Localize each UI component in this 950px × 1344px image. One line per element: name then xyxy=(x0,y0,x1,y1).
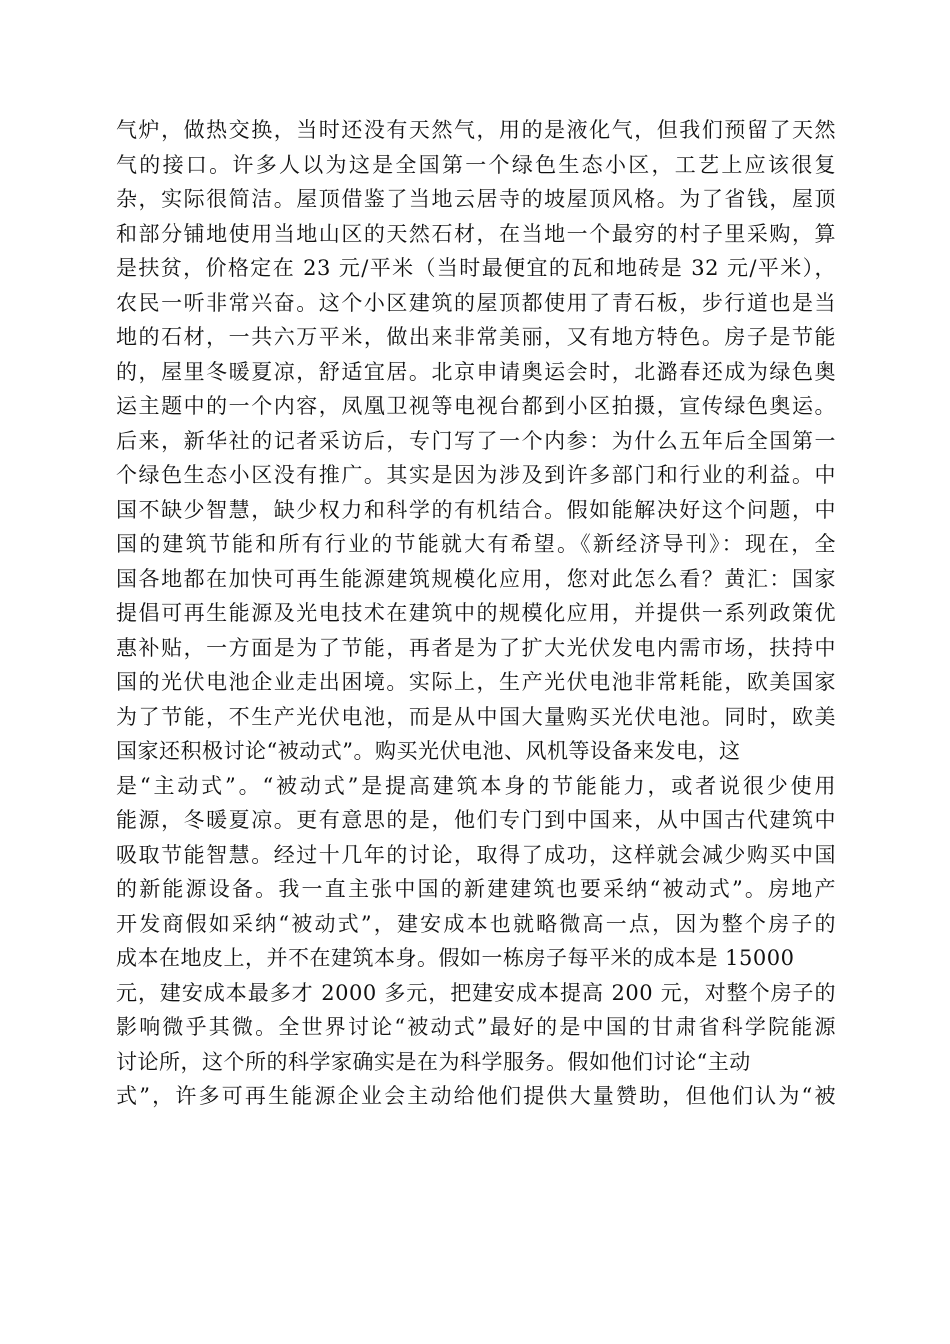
text-line: 个绿色生态小区没有推广。其实是因为涉及到许多部门和行业的利益。中 xyxy=(116,463,836,487)
text-line: 是“主动式”。“被动式”是提高建筑本身的节能能力，或者说很少使用 xyxy=(116,773,836,798)
text-line: 是扶贫，价格定在 23 元/平米（当时最便宜的瓦和地砖是 32 元/平米）， xyxy=(116,256,836,280)
text-line: 国家还积极讨论“被动式”。购买光伏电池、风机等设备来发电，这 xyxy=(116,739,741,763)
text-line: 地的石材，一共六万平米，做出来非常美丽，又有地方特色。房子是节能 xyxy=(116,325,836,349)
text-line: 的新能源设备。我一直主张中国的新建建筑也要采纳“被动式”。房地产 xyxy=(116,877,836,901)
text-line: 国各地都在加快可再生能源建筑规模化应用，您对此怎么看？黄汇：国家 xyxy=(116,566,836,591)
text-line: 惠补贴，一方面是为了节能，再者是为了扩大光伏发电内需市场，扶持中 xyxy=(116,635,836,660)
text-line: 气炉，做热交换，当时还没有天然气，用的是液化气，但我们预留了天然 xyxy=(116,118,836,142)
text-line: 式”，许多可再生能源企业会主动给他们提供大量赞助，但他们认为“被 xyxy=(116,1084,836,1108)
text-line: 开发商假如采纳“被动式”，建安成本也就略微高一点，因为整个房子的 xyxy=(116,911,836,936)
text-line: 农民一听非常兴奋。这个小区建筑的屋顶都使用了青石板，步行道也是当 xyxy=(116,290,836,315)
text-line: 提倡可再生能源及光电技术在建筑中的规模化应用，并提供一系列政策优 xyxy=(116,601,836,625)
text-line: 吸取节能智慧。经过十几年的讨论，取得了成功，这样就会减少购买中国 xyxy=(116,842,836,867)
text-line: 成本在地皮上，并不在建筑本身。假如一栋房子每平米的成本是 15000 xyxy=(116,946,795,970)
text-line: 国不缺少智慧，缺少权力和科学的有机结合。假如能解决好这个问题，中 xyxy=(116,497,836,522)
text-line: 运主题中的一个内容，凤凰卫视等电视台都到小区拍摄，宣传绿色奥运。 xyxy=(116,394,836,418)
text-line: 杂，实际很简洁。屋顶借鉴了当地云居寺的坡屋顶风格。为了省钱，屋顶 xyxy=(116,187,836,211)
text-line: 后来，新华社的记者采访后，专门写了一个内参：为什么五年后全国第一 xyxy=(116,428,836,453)
text-line: 影响微乎其微。全世界讨论“被动式”最好的是中国的甘肃省科学院能源 xyxy=(116,1015,836,1039)
text-line: 国的建筑节能和所有行业的节能就大有希望。《新经济导刊》：现在，全 xyxy=(116,532,836,556)
text-line: 和部分铺地使用当地山区的天然石材，在当地一个最穷的村子里采购，算 xyxy=(116,221,836,246)
text-line: 为了节能，不生产光伏电池，而是从中国大量购买光伏电池。同时，欧美 xyxy=(116,704,836,729)
text-line: 能源，冬暖夏凉。更有意思的是，他们专门到中国来，从中国古代建筑中 xyxy=(116,808,836,832)
text-line: 讨论所，这个所的科学家确实是在为科学服务。假如他们讨论“主动 xyxy=(116,1049,751,1074)
text-line: 元，建安成本最多才 2000 多元，把建安成本提高 200 元，对整个房子的 xyxy=(116,980,836,1005)
text-line: 的，屋里冬暖夏凉，舒适宜居。北京申请奥运会时，北潞春还成为绿色奥 xyxy=(116,359,836,384)
body-text xyxy=(116,113,836,1114)
text-line: 国的光伏电池企业走出困境。实际上，生产光伏电池非常耗能，欧美国家 xyxy=(116,670,836,694)
text-line: 气的接口。许多人以为这是全国第一个绿色生态小区，工艺上应该很复 xyxy=(116,152,836,177)
